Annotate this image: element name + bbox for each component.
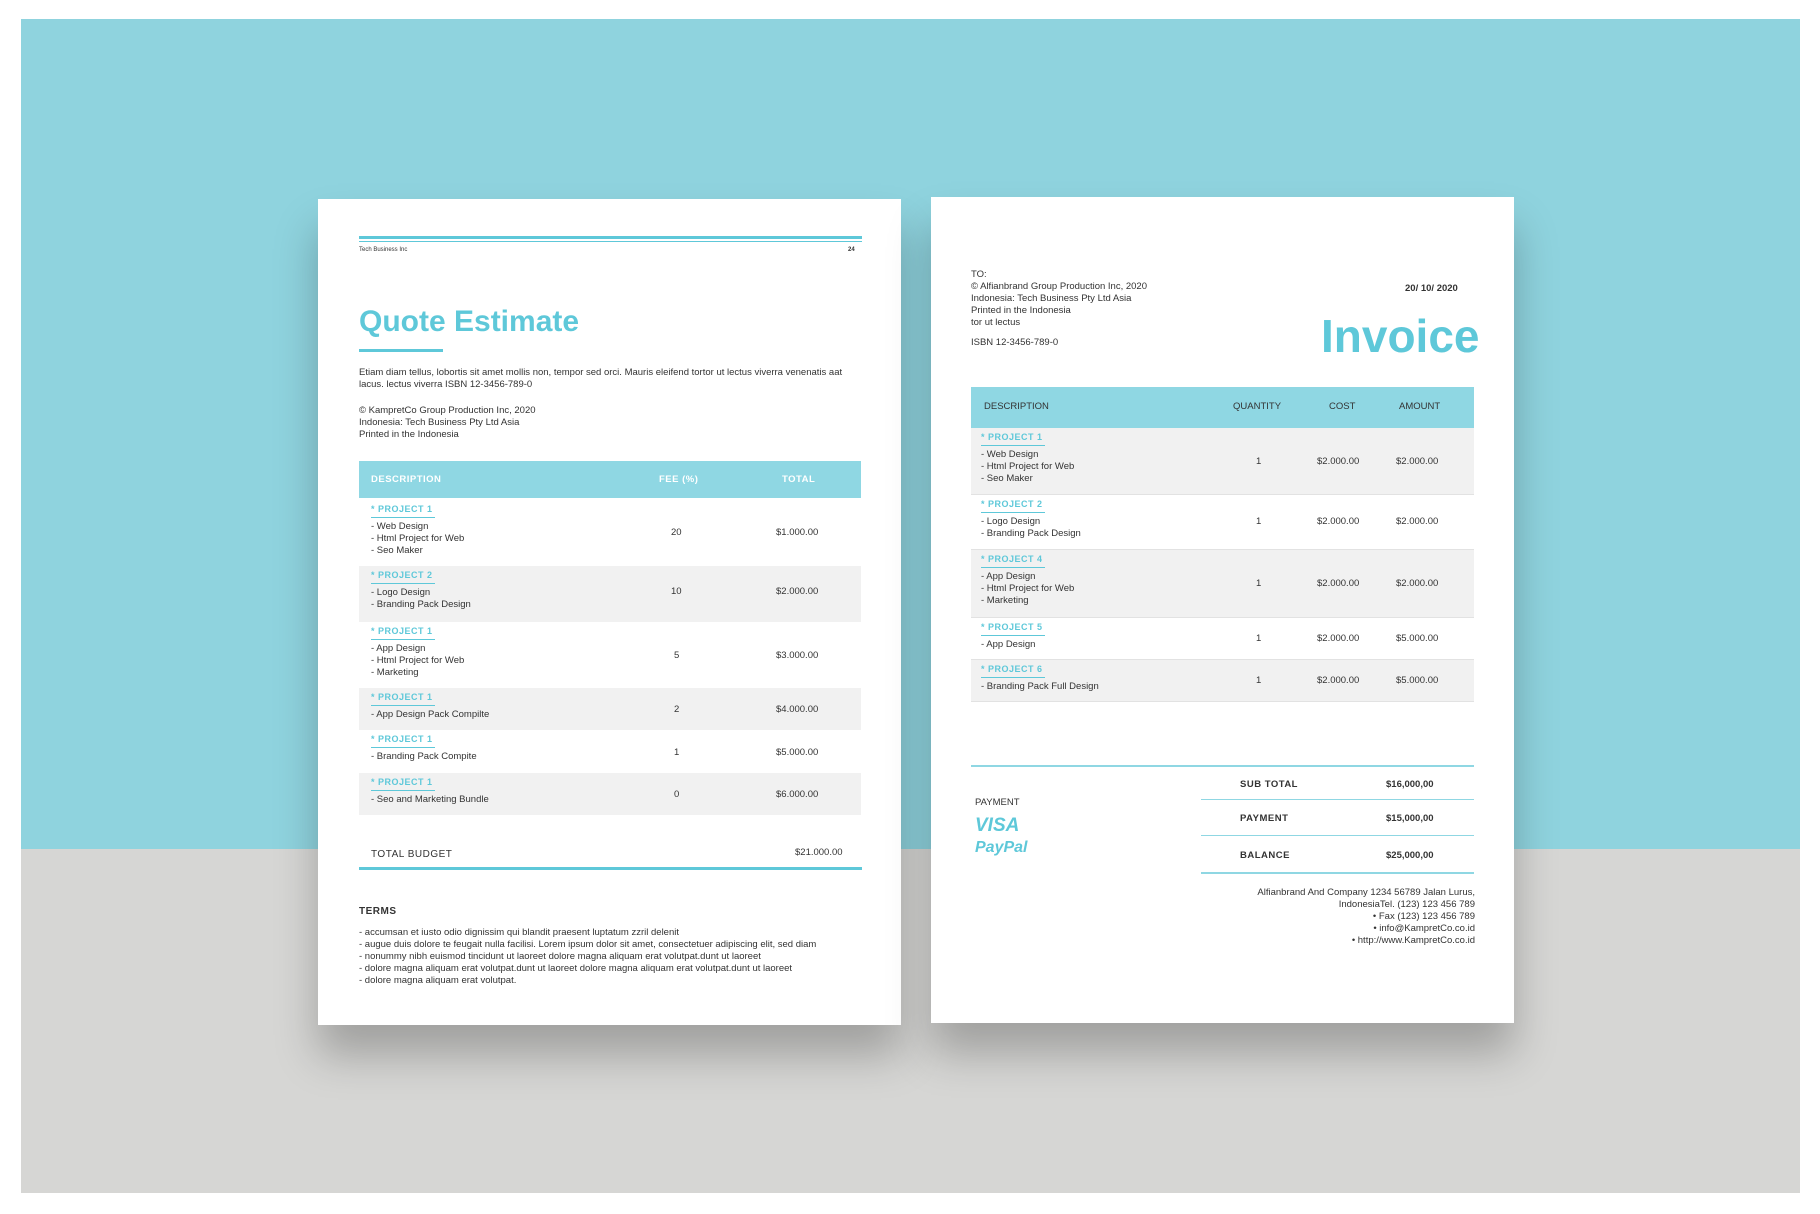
cost-value: $2.000.00 [1317,675,1360,686]
total-value: $3.000.00 [776,650,819,661]
line-item: - App Design [981,639,1036,650]
table-row [971,428,1474,495]
invoice-date: 20/ 10/ 2020 [1405,283,1458,294]
amount-value: $2.000.00 [1396,456,1439,467]
project-label: * PROJECT 1 [371,504,433,514]
total-budget-label: TOTAL BUDGET [371,849,453,860]
project-label: * PROJECT 6 [981,664,1043,674]
item-list [371,587,471,611]
title-underline [359,349,443,352]
amount-value: $2.000.00 [1396,578,1439,589]
totals-rule-bottom [1201,872,1474,874]
fee-value: 10 [671,586,682,597]
page-title: Quote Estimate [359,305,580,338]
amount-value: $5.000.00 [1396,633,1439,644]
item-list [981,449,1074,485]
project-underline [371,747,435,748]
line-item: - Logo Design [981,516,1041,527]
cost-value: $2.000.00 [1317,456,1360,467]
project-label: * PROJECT 2 [981,499,1043,509]
line-item: - Marketing [981,595,1029,606]
table-row [359,773,861,815]
item-list [371,794,489,806]
item-list [371,521,464,557]
terms-heading: TERMS [359,906,397,917]
address-line: • info@KampretCo.co.id [1373,923,1475,934]
header-rule [359,236,862,239]
fee-value: 1 [674,747,680,758]
recipient-line: Printed in the Indonesia [971,305,1071,316]
copyright-block [359,405,659,441]
invoice-page [931,197,1514,1023]
payment-methods-label: PAYMENT [975,797,1020,808]
line-item: - Branding Pack Design [981,528,1081,539]
line-item: - Branding Pack Compite [371,751,477,762]
subtotal-value: $16,000,00 [1386,779,1434,790]
line-item: - Html Project for Web [981,583,1075,594]
line-item: - Web Design [981,449,1039,460]
payment-value: $15,000,00 [1386,813,1434,824]
table-header [971,387,1474,428]
terms-line: - dolore magna aliquam erat volutpat. [359,975,517,986]
item-list [371,709,489,721]
address-line: Alfianbrand And Company 1234 56789 Jalan Lurus, [1257,887,1475,898]
copyright-line: Printed in the Indonesia [359,429,459,440]
total-value: $6.000.00 [776,789,819,800]
recipient-line: TO: [971,269,987,280]
item-list [371,643,464,679]
project-underline [371,639,435,640]
project-underline [371,790,435,791]
project-label: * PROJECT 1 [371,692,433,702]
total-value: $4.000.00 [776,704,819,715]
quote-estimate-page [318,199,901,1025]
line-item: - Html Project for Web [981,461,1075,472]
table-row [971,618,1474,660]
total-value: $2.000.00 [776,586,819,597]
company-address [1175,887,1475,947]
project-underline [371,517,435,518]
project-underline [981,512,1045,513]
project-underline [981,677,1045,678]
column-header-fee: FEE (%) [659,474,699,485]
terms-line: - accumsan et iusto odio dignissim qui blandit praesent luptatum zzril delenit [359,927,679,938]
line-item: - App Design [371,643,426,654]
balance-value: $25,000,00 [1386,850,1434,861]
table-row [359,730,861,773]
line-item: - Html Project for Web [371,533,465,544]
copyright-line: Indonesia: Tech Business Pty Ltd Asia [359,417,520,428]
line-item: - Web Design [371,521,429,532]
line-item: - App Design [981,571,1036,582]
totals-rule [971,765,1474,767]
invoice-table [971,387,1474,702]
table-row [971,660,1474,702]
terms-line: - augue duis dolore te feugait nulla facilisi. Lorem ipsum dolor sit amet, consectetuer adipiscing elit, sed diam [359,939,817,950]
address-line: • Fax (123) 123 456 789 [1372,911,1475,922]
copyright-line: © KampretCo Group Production Inc, 2020 [359,405,536,416]
subtotal-label: SUB TOTAL [1240,779,1298,790]
header-rule-thin [359,241,862,242]
total-value: $5.000.00 [776,747,819,758]
amount-value: $5.000.00 [1396,675,1439,686]
line-item: - Logo Design [371,587,431,598]
quantity-value: 1 [1256,578,1262,589]
cost-value: $2.000.00 [1317,516,1360,527]
table-row [359,622,861,688]
line-item: - App Design Pack Compilte [371,709,490,720]
recipient-line: Indonesia: Tech Business Pty Ltd Asia [971,293,1132,304]
item-list [371,751,477,763]
fee-value: 5 [674,650,680,661]
column-header-description: DESCRIPTION [371,474,442,485]
recipient-block [971,269,1211,329]
item-list [981,639,1035,651]
table-row [359,498,861,566]
totals-divider [1201,799,1474,800]
table-row [359,688,861,730]
amount-value: $2.000.00 [1396,516,1439,527]
cost-value: $2.000.00 [1317,633,1360,644]
project-label: * PROJECT 2 [371,570,433,580]
fee-value: 2 [674,704,680,715]
project-label: * PROJECT 1 [371,777,433,787]
project-underline [981,635,1045,636]
line-item: - Seo Maker [371,545,423,556]
table-header [359,461,861,498]
quantity-value: 1 [1256,675,1262,686]
quote-table [359,461,861,815]
page-number: 24 [848,247,855,253]
project-underline [981,567,1045,568]
table-row [971,550,1474,618]
page-title: Invoice [1321,310,1480,362]
line-item: - Seo and Marketing Bundle [371,794,489,805]
line-item: - Branding Pack Design [371,599,471,610]
address-line: • http://www.KampretCo.co.id [1351,935,1475,946]
project-label: * PROJECT 4 [981,554,1043,564]
column-header-description: DESCRIPTION [984,401,1049,412]
column-header-total: TOTAL [782,474,816,485]
line-item: - Html Project for Web [371,655,465,666]
visa-logo: VISA [975,815,1020,836]
recipient-line: tor ut lectus [971,317,1021,328]
isbn: ISBN 12-3456-789-0 [971,337,1059,348]
project-underline [981,445,1045,446]
intro-text: Etiam diam tellus, lobortis sit amet mollis non, tempor sed orci. Mauris eleifend tortor ut lectus viverra venenatis aat lacus. lectus viverra ISBN 12-3456-789-0 [359,367,843,390]
column-header-amount: AMOUNT [1399,401,1441,412]
gray-floor [21,849,1800,1193]
project-label: * PROJECT 1 [981,432,1043,442]
column-header-cost: COST [1329,401,1356,412]
terms-line: - dolore magna aliquam erat volutpat.dunt ut laoreet dolore magna aliquam erat volutpat.dunt ut laoreet [359,963,793,974]
line-item: - Seo Maker [981,473,1033,484]
mockup-scene [21,19,1800,1193]
column-header-quantity: QUANTITY [1233,401,1282,412]
cost-value: $2.000.00 [1317,578,1360,589]
project-label: * PROJECT 5 [981,622,1043,632]
address-line: IndonesiaTel. (123) 123 456 789 [1338,899,1475,910]
total-value: $1.000.00 [776,527,819,538]
balance-label: BALANCE [1240,850,1290,861]
table-row [971,495,1474,550]
header-company: Tech Business Inc [359,247,408,253]
line-item: - Marketing [371,667,419,678]
project-label: * PROJECT 1 [371,734,433,744]
quantity-value: 1 [1256,633,1262,644]
fee-value: 0 [674,789,680,800]
project-underline [371,583,435,584]
paypal-logo: PayPal [975,839,1028,856]
item-list [981,681,1099,693]
quantity-value: 1 [1256,516,1262,527]
total-budget-value: $21.000.00 [795,847,843,858]
project-label: * PROJECT 1 [371,626,433,636]
fee-value: 20 [671,527,682,538]
project-underline [371,705,435,706]
payment-label: PAYMENT [1240,813,1289,824]
teal-wall [21,19,1800,849]
totals-divider [1201,835,1474,836]
table-row [359,566,861,622]
item-list [981,571,1074,607]
line-item: - Branding Pack Full Design [981,681,1099,692]
terms-list [359,927,859,987]
quantity-value: 1 [1256,456,1262,467]
item-list [981,516,1081,540]
terms-line: - nonummy nibh euismod tincidunt ut laoreet dolore magna aliquam erat volutpat.dunt ut laoreet [359,951,761,962]
recipient-line: © Alfianbrand Group Production Inc, 2020 [971,281,1148,292]
footer-rule [359,867,862,870]
